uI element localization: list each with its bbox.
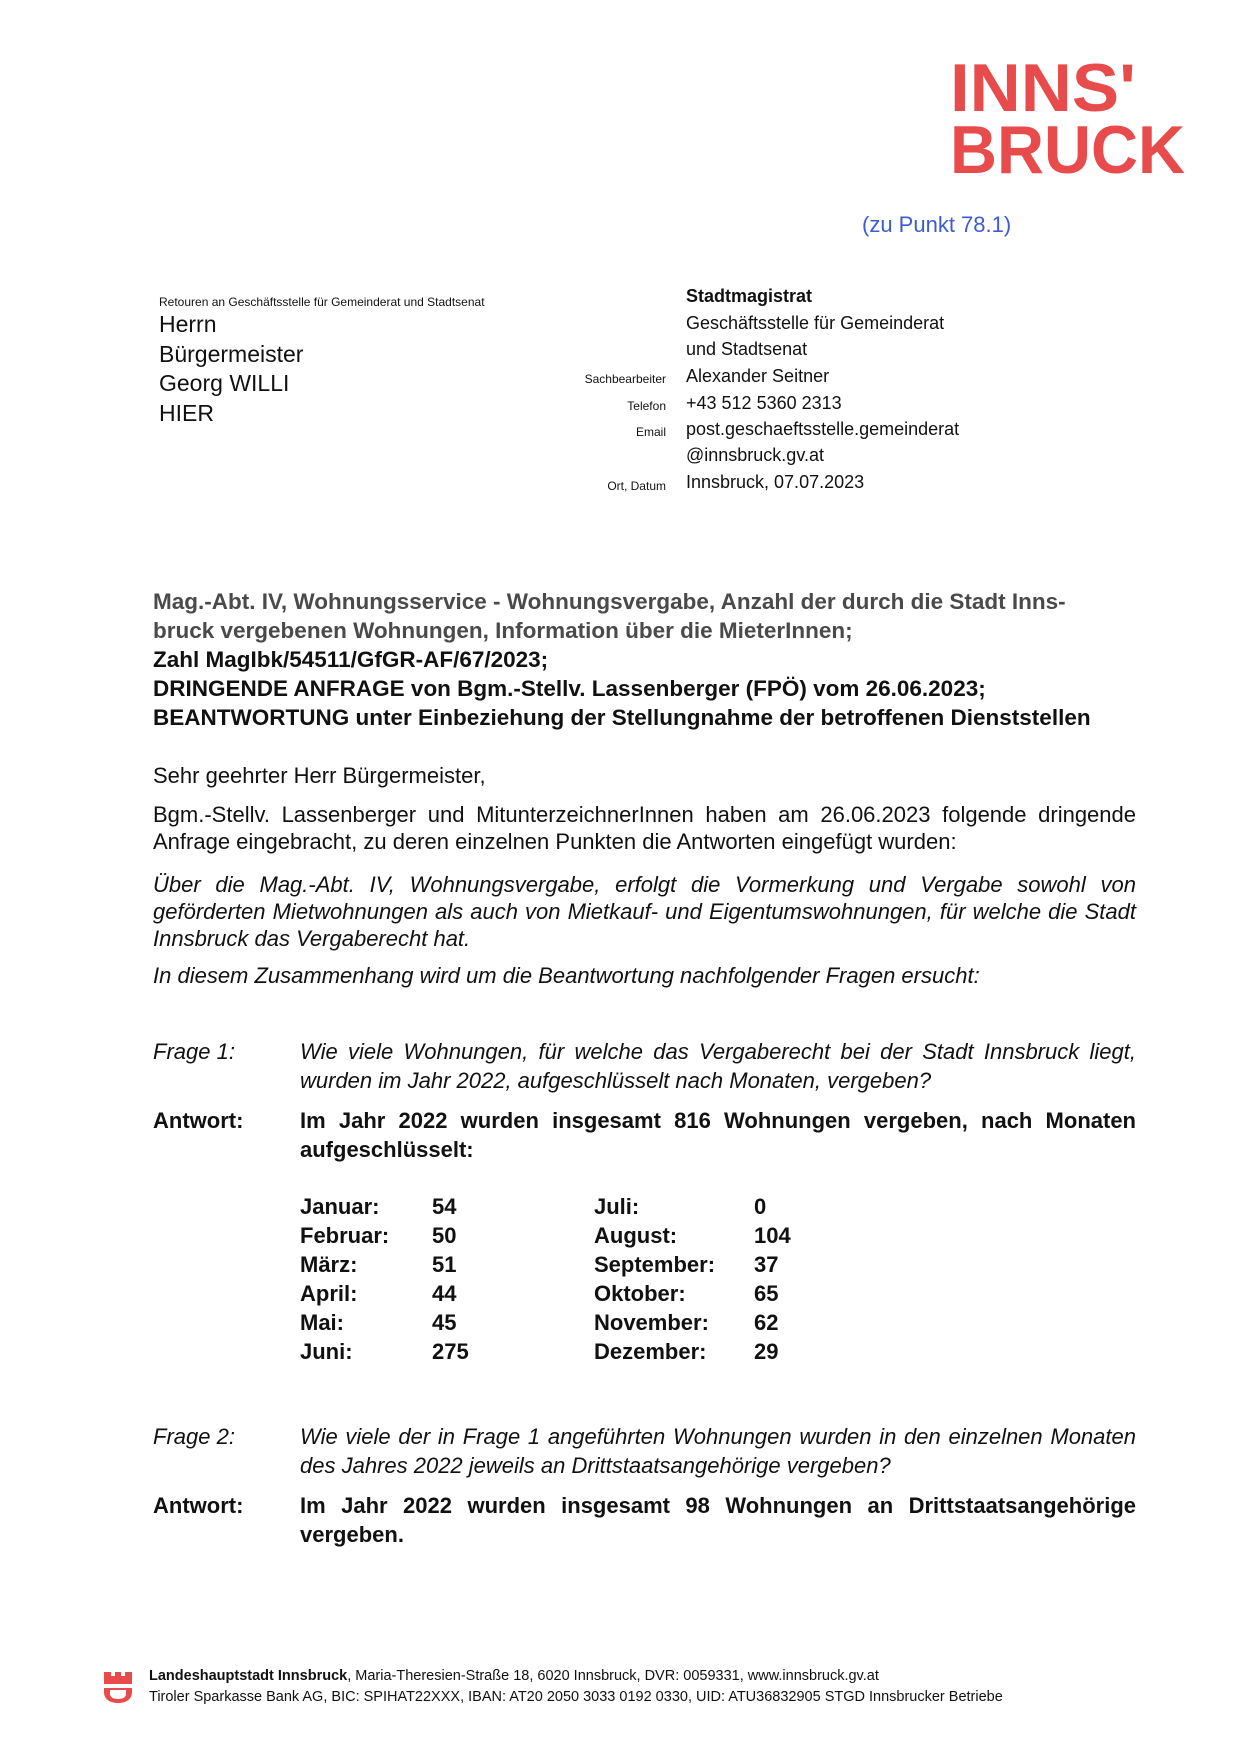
phone-number: +43 512 5360 2313 [686,393,842,413]
month-value: 62 [754,1310,779,1335]
recipient-line: HIER [159,399,214,426]
recipient-line: Herrn [159,311,217,337]
agenda-reference: (zu Punkt 78.1) [862,212,1012,237]
answer-2-label: Antwort: [153,1493,244,1518]
question-2-label: Frage 2: [153,1424,235,1449]
month-value: 65 [754,1281,779,1306]
month-name: Oktober: [594,1281,686,1306]
place-date: Innsbruck, 07.07.2023 [686,472,865,492]
innsbruck-logo [950,55,1190,180]
month-value: 51 [432,1252,457,1277]
month-value: 275 [432,1339,469,1364]
answer-2-text: Im Jahr 2022 wurden insgesamt 98 Wohnungen an Drittstaatsangehörige vergeben. [300,1493,1136,1547]
email-address-1: post.geschaeftsstelle.gemeinderat [686,419,960,439]
sender-department-1: Geschäftsstelle für Gemeinderat [686,313,945,333]
month-value: 0 [754,1194,767,1219]
clerk-name: Alexander Seitner [686,366,830,386]
answer-1-label: Antwort: [153,1108,244,1133]
subject-line-5: BEANTWORTUNG unter Einbeziehung der Stellungnahme der betroffenen Dienststellen [153,705,1091,730]
month-name: März: [300,1252,358,1277]
quote-paragraph-2: In diesem Zusammenhang wird um die Beantwortung nachfolgender Fragen ersucht: [153,963,980,988]
month-value: 104 [754,1223,791,1248]
question-1-text: Wie viele Wohnungen, für welche das Vergaberecht bei der Stadt Innsbruck liegt, wurden im Jahr 2022, aufgeschlüsselt nach Monaten, vergeben? [300,1039,1136,1093]
month-name: April: [300,1281,358,1306]
month-value: 44 [432,1281,457,1306]
footer-address: , Maria-Theresien-Straße 18, 6020 Innsbruck, DVR: 0059331, www.innsbruck.gv.at [347,1668,879,1684]
recipient-line: Bürgermeister [159,340,304,367]
month-name: Juli: [594,1194,640,1219]
subject-line-1: Mag.-Abt. IV, Wohnungsservice - Wohnungsvergabe, Anzahl der durch die Stadt Inns- [153,589,1066,614]
logo-line-1: INNS' [950,55,1136,126]
month-value: 50 [432,1223,457,1248]
place-date-label: Ort, Datum [607,479,666,493]
month-name: September: [594,1252,716,1277]
month-name: November: [594,1310,709,1335]
recipient-line: Georg WILLI [159,370,290,396]
email-address-2: @innsbruck.gv.at [686,445,824,465]
month-name: Februar: [300,1223,390,1248]
return-address-line: Retouren an Geschäftsstelle für Gemeinderat und Stadtsenat [159,295,485,309]
salutation: Sehr geehrter Herr Bürgermeister, [153,763,486,788]
email-label: Email [635,425,666,439]
subject-line-3: Zahl MagIbk/54511/GfGR-AF/67/2023; [153,647,549,672]
footer-line-1 [149,1666,1003,1687]
question-1-label: Frage 1: [153,1039,235,1064]
month-name: Dezember: [594,1339,707,1364]
footer-org-name: Landeshauptstadt Innsbruck [149,1668,348,1684]
answer-1-text: Im Jahr 2022 wurden insgesamt 816 Wohnungen vergeben, nach Monaten aufgeschlüsselt: [300,1108,1136,1162]
subject-line-4: DRINGENDE ANFRAGE von Bgm.-Stellv. Lassenberger (FPÖ) vom 26.06.2023; [153,676,986,701]
month-value: 37 [754,1252,779,1277]
quote-paragraph-1: Über die Mag.-Abt. IV, Wohnungsvergabe, erfolgt die Vormerkung und Vergabe sowohl von geförderten Mietwohnungen als auch von Mietkauf- und Eigentumswohnungen, für welche die Stadt Innsbruck das Vergaberecht hat. [153,872,1136,951]
month-name: Mai: [300,1310,344,1335]
sender-office: Stadtmagistrat [686,286,813,306]
month-name: Januar: [300,1194,380,1219]
footer-line-2: Tiroler Sparkasse Bank AG, BIC: SPIHAT22XXX, IBAN: AT20 2050 3033 0192 0330, UID: ATU36832905 STGD Innsbrucker Betriebe [149,1689,1003,1705]
question-2-text: Wie viele der in Frage 1 angeführten Wohnungen wurden in den einzelnen Monaten des Jahres 2022 jeweils an Drittstaatsangehörige vergeben? [300,1424,1136,1478]
intro-paragraph: Bgm.-Stellv. Lassenberger und MitunterzeichnerInnen haben am 26.06.2023 folgende dringende Anfrage eingebracht, zu deren einzelnen Punkten die Antworten eingefügt wurden: [153,802,1136,854]
month-name: Juni: [300,1339,353,1364]
footer [149,1666,1003,1708]
subject-line-2: bruck vergebenen Wohnungen, Information über die MieterInnen; [153,618,853,643]
month-value: 54 [432,1194,457,1219]
subject-block [153,587,1133,732]
logo-wordmark [950,55,1190,180]
recipient-address [159,310,303,428]
city-crest-icon [103,1670,133,1704]
logo-line-2: BRUCK [950,112,1185,180]
month-value: 45 [432,1310,457,1335]
clerk-label: Sachbearbeiter [584,372,666,386]
month-name: August: [594,1223,678,1248]
month-value: 29 [754,1339,779,1364]
sender-department-2: und Stadtsenat [686,339,808,359]
phone-label: Telefon [627,399,666,413]
